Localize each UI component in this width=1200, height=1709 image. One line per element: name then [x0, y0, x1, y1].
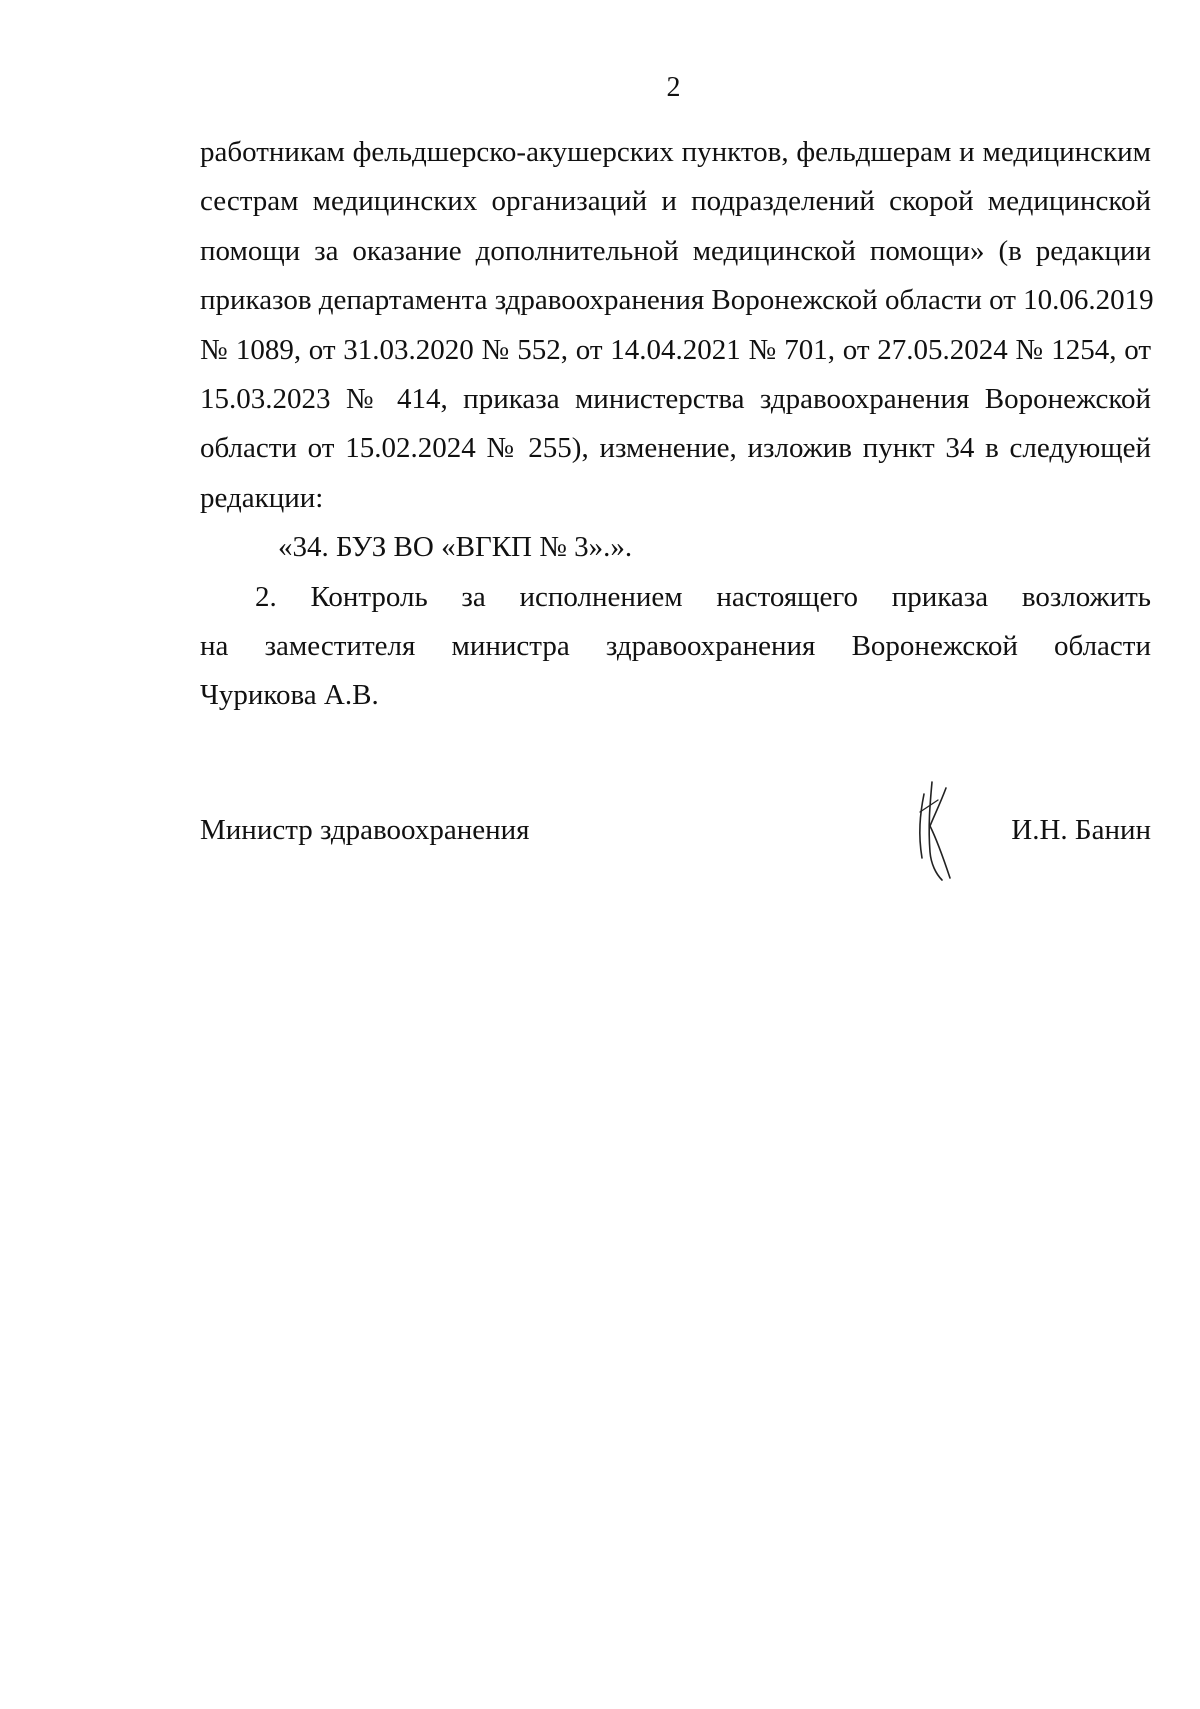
- paragraph-1-line-3: помощи за оказание дополнительной медицинской помощи» (в редакции: [200, 234, 1151, 267]
- quoted-item: «34. БУЗ ВО «ВГКП № 3».».: [278, 531, 633, 564]
- page-number: 2: [666, 72, 681, 103]
- paragraph-2-line-2: на заместителя министра здравоохранения Воронежской области: [200, 629, 1151, 662]
- signatory-name: И.Н. Банин: [1011, 814, 1151, 846]
- paragraph-1-line-6: 15.03.2023 № 414, приказа министерства здравоохранения Воронежской: [200, 382, 1151, 415]
- document-body: [200, 128, 1154, 721]
- paragraph-1-line-8: редакции:: [200, 481, 324, 514]
- paragraph-2-line-3: Чурикова А.В.: [200, 679, 379, 712]
- paragraph-1-line-4: приказов департамента здравоохранения Воронежской области от 10.06.2019: [200, 284, 1154, 317]
- handwritten-signature: [912, 774, 968, 884]
- signatory-title: Министр здравоохранения: [200, 814, 530, 846]
- signature-block: [200, 812, 1151, 862]
- paragraph-1-line-7: области от 15.02.2024 № 255), изменение, изложив пункт 34 в следующей: [200, 432, 1151, 465]
- paragraph-1-line-5: № 1089, от 31.03.2020 № 552, от 14.04.2021 № 701, от 27.05.2024 № 1254, от: [200, 333, 1151, 366]
- paragraph-2-line-1: 2. Контроль за исполнением настоящего приказа возложить: [255, 580, 1151, 613]
- paragraph-1-line-2: сестрам медицинских организаций и подразделений скорой медицинской: [200, 185, 1151, 218]
- paragraph-1-line-1: работникам фельдшерско-акушерских пунктов, фельдшерам и медицинским: [200, 136, 1151, 168]
